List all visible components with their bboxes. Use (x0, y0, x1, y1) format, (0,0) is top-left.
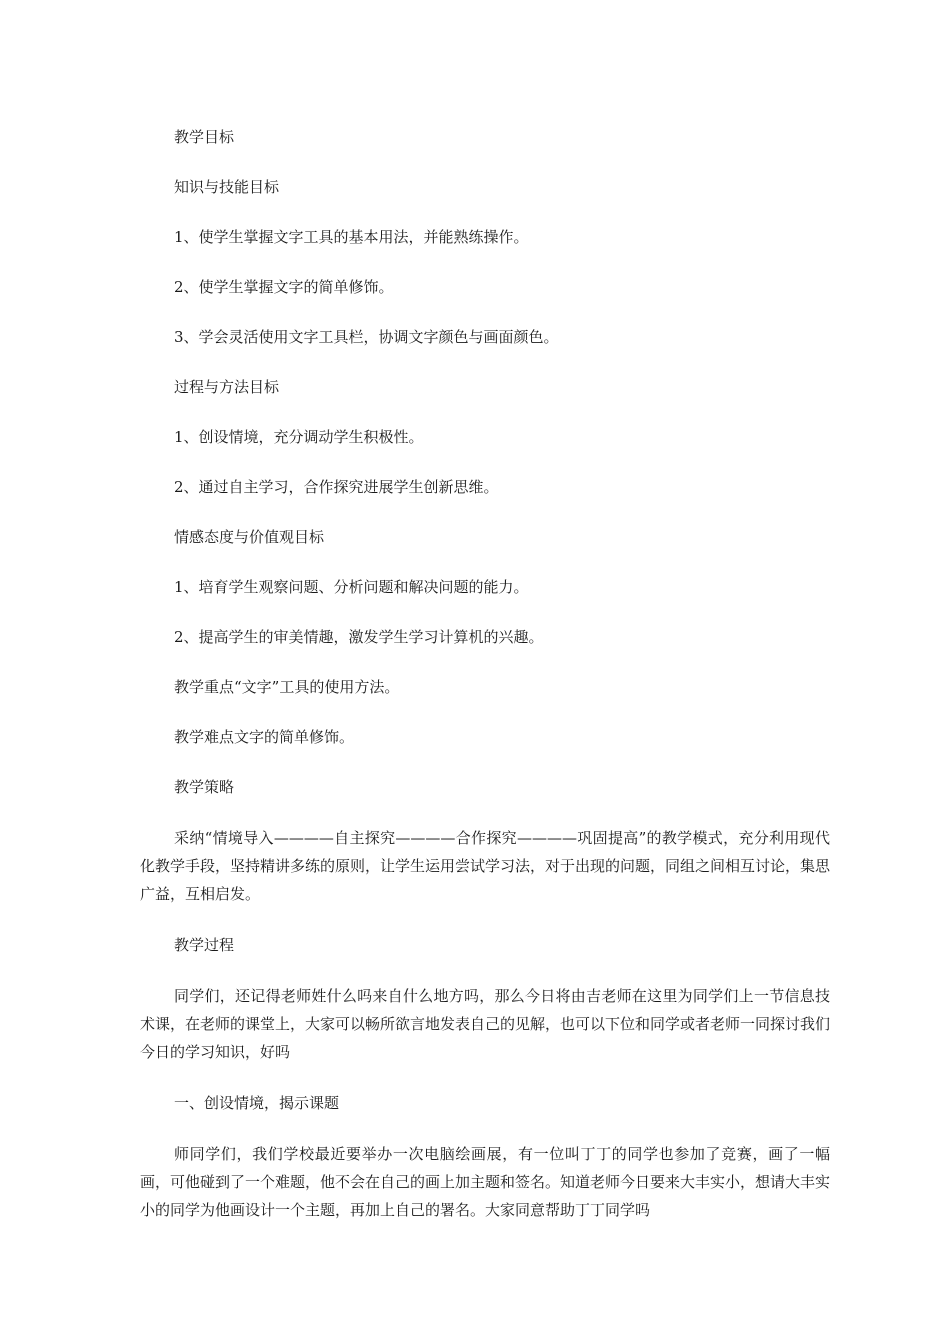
document-page (140, 124, 830, 1248)
goal-item-3: 3、学会灵活使用文字工具栏，协调文字颜色与画面颜色。 (174, 328, 559, 346)
goal-item-2: 2、使学生掌握文字的简单修饰。 (174, 278, 394, 296)
heading-process-method-goals: 过程与方法目标 (174, 378, 280, 396)
teaching-difficulty: 教学难点文字的简单修饰。 (174, 728, 355, 746)
intro-paragraph: 同学们，还记得老师姓什么吗来自什么地方吗，那么今日将由吉老师在这里为同学们上一节信息技术课，在老师的课堂上，大家可以畅所欲言地发表自己的见解，也可以下位和同学或者老师一同探讨我们今日的学习知识，好吗 (140, 987, 831, 1061)
heading-teaching-process: 教学过程 (174, 936, 235, 954)
section-one-heading: 一、创设情境，揭示课题 (174, 1094, 340, 1112)
heading-knowledge-skill-goals: 知识与技能目标 (174, 178, 280, 196)
teaching-key-point: 教学重点“文字”工具的使用方法。 (174, 678, 400, 696)
emotion-goal-item-2: 2、提高学生的审美情趣，激发学生学习计算机的兴趣。 (174, 628, 544, 646)
section-one-paragraph: 师同学们，我们学校最近要举办一次电脑绘画展，有一位叫丁丁的同学也参加了竞赛，画了一幅画，可他碰到了一个难题，他不会在自己的画上加主题和签名。知道老师今日要来大丰实小，想请大丰实小的同学为他画设计一个主题，再加上自己的署名。大家同意帮助丁丁同学吗 (140, 1145, 831, 1219)
goal-item-1: 1、使学生掌握文字工具的基本用法，并能熟练操作。 (174, 228, 529, 246)
heading-teaching-strategy: 教学策略 (174, 778, 235, 796)
process-goal-item-1: 1、创设情境，充分调动学生积极性。 (174, 428, 424, 446)
emotion-goal-item-1: 1、培育学生观察问题、分析问题和解决问题的能力。 (174, 578, 529, 596)
process-goal-item-2: 2、通过自主学习，合作探究进展学生创新思维。 (174, 478, 499, 496)
heading-teaching-goals: 教学目标 (174, 128, 235, 146)
heading-emotion-value-goals: 情感态度与价值观目标 (174, 528, 325, 546)
strategy-paragraph: 采纳“情境导入————自主探究————合作探究————巩固提高”的教学模式，充分利用现代化教学手段，坚持精讲多练的原则，让学生运用尝试学习法，对于出现的问题，同组之间相互讨论，集思广益，互相启发。 (140, 829, 831, 903)
